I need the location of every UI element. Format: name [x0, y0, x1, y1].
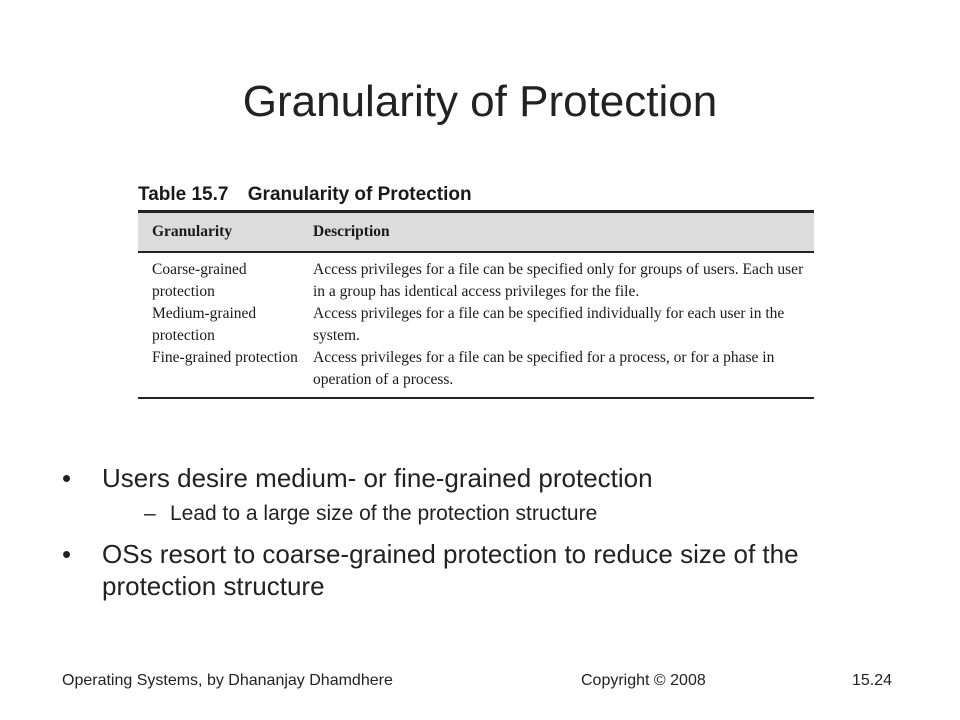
- table-caption: [138, 180, 814, 210]
- protection-table: [138, 180, 814, 399]
- bullet-text: OSs resort to coarse-grained protection to reduce size of the protection structure: [102, 539, 799, 601]
- cell-description: Access privileges for a file can be specified individually for each user in the system.: [313, 305, 785, 344]
- bullet-icon: •: [62, 463, 72, 493]
- table-row: [138, 303, 814, 347]
- footer-copyright: Copyright © 2008: [581, 672, 706, 689]
- table-caption-title: Granularity of Protection: [247, 184, 472, 205]
- header-granularity: Granularity: [152, 223, 233, 240]
- sub-bullet-text: Lead to a large size of the protection structure: [170, 502, 598, 525]
- bullet-item: [62, 538, 902, 602]
- table-body: [138, 253, 814, 399]
- bullet-list: [62, 462, 902, 602]
- table-caption-number: Table 15.7: [138, 184, 229, 205]
- table-row: [138, 347, 814, 391]
- cell-description: Access privileges for a file can be specified only for groups of users. Each user in a group has identical access privileges for the file.: [313, 261, 804, 300]
- footer-page-number: 15.24: [851, 672, 892, 689]
- bullet-icon: •: [62, 539, 72, 569]
- bullet-text: Users desire medium- or fine-grained protection: [102, 463, 653, 493]
- table-header-row: [138, 213, 814, 253]
- cell-granularity: Fine-grained protection: [152, 349, 298, 366]
- dash-icon: –: [144, 502, 156, 525]
- table-row: [138, 259, 814, 303]
- sub-bullet-item: [62, 500, 902, 528]
- header-description: Description: [313, 223, 390, 240]
- cell-description: Access privileges for a file can be specified for a process, or for a phase in operation of a process.: [313, 349, 775, 388]
- bullet-item: [62, 462, 902, 494]
- cell-granularity: Medium-grained protection: [152, 305, 257, 344]
- slide-title: Granularity of Protection: [242, 77, 718, 126]
- cell-granularity: Coarse-grained protection: [152, 261, 247, 300]
- footer-book-credit: Operating Systems, by Dhananjay Dhamdhere: [62, 672, 393, 689]
